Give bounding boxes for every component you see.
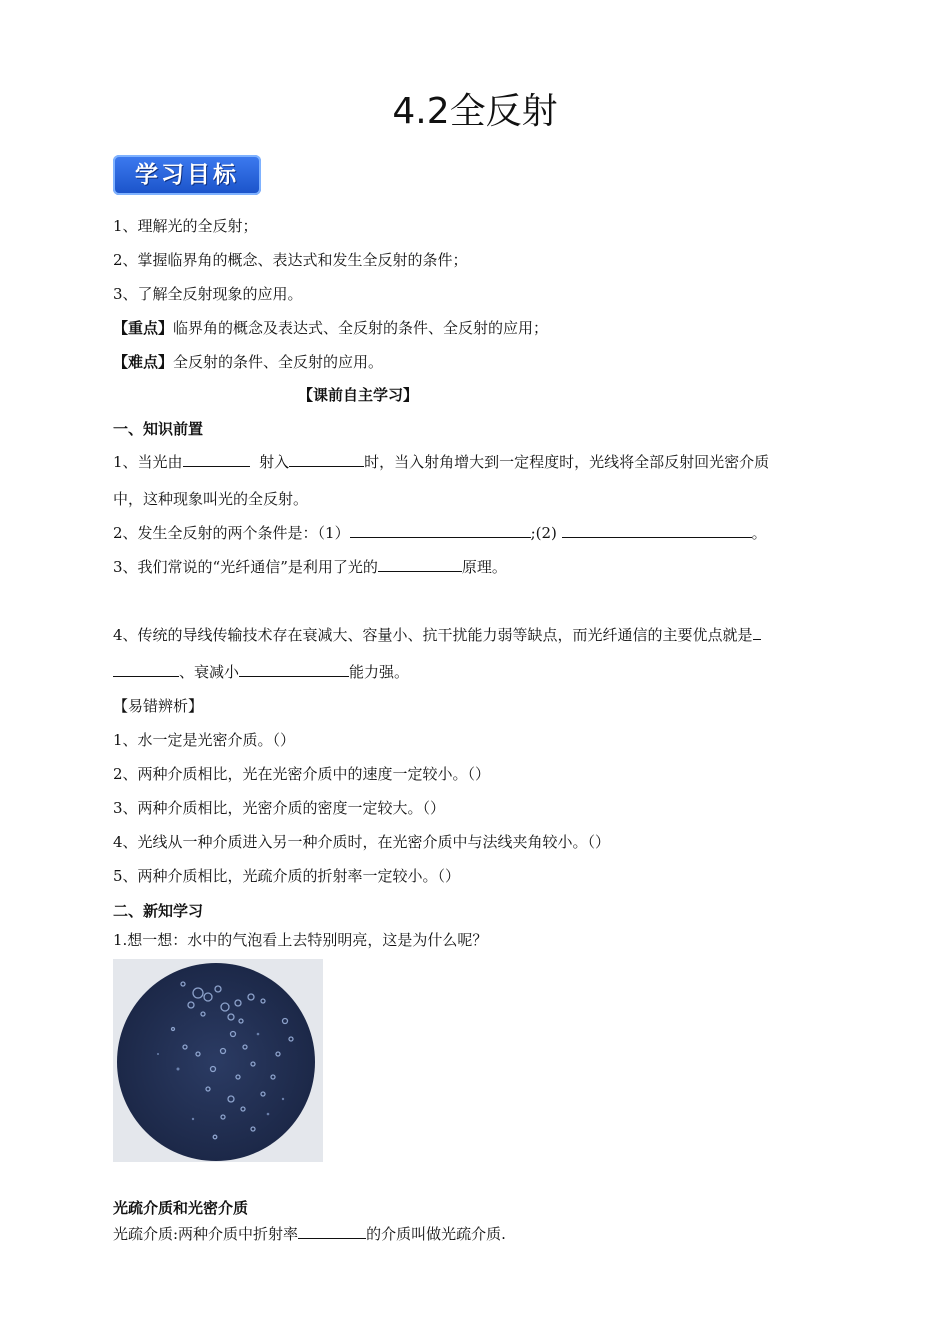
error-item-4: 4、光线从一种介质进入另一种介质时，在光密介质中与法线夹角较小。（） bbox=[113, 833, 611, 851]
def-text-b: 的介质叫做光疏介质. bbox=[366, 1225, 506, 1243]
pre-study-heading: 【课前自主学习】 bbox=[298, 386, 419, 404]
q2-text-c: 。 bbox=[751, 524, 767, 542]
q1-text-a: 1、当光由 bbox=[113, 453, 183, 471]
error-item-1: 1、水一定是光密介质。（） bbox=[113, 731, 296, 749]
objective-2: 2、掌握临界角的概念、表达式和发生全反射的条件； bbox=[113, 251, 468, 269]
question-4-line-2 bbox=[113, 662, 409, 682]
blank-6a bbox=[753, 625, 761, 640]
q3-text-a: 3、我们常说的“光纤通信”是利用了光的 bbox=[113, 558, 378, 576]
def-text-a: 光疏介质:两种介质中折射率 bbox=[113, 1225, 299, 1243]
question-1-line-2: 中，这种现象叫光的全反射。 bbox=[113, 490, 309, 508]
medium-subheading: 光疏介质和光密介质 bbox=[113, 1199, 249, 1217]
question-4-line-1 bbox=[113, 625, 761, 645]
error-item-5: 5、两种介质相比，光疏介质的折射率一定较小。（） bbox=[113, 867, 461, 885]
question-2 bbox=[113, 523, 767, 543]
blank-3 bbox=[350, 523, 531, 538]
q1-text-b: 射入 bbox=[259, 453, 290, 471]
sparse-medium-definition bbox=[113, 1224, 506, 1244]
q1-text-c: 时，当入射角增大到一定程度时，光线将全部反射回光密介质 bbox=[364, 453, 770, 471]
q4-text-a: 4、传统的导线传输技术存在衰减大、容量小、抗干扰能力弱等缺点，而光纤通信的主要优点就是 bbox=[113, 626, 753, 644]
question-3 bbox=[113, 557, 507, 577]
learning-objectives-badge bbox=[113, 155, 261, 195]
difficulty-text: 全反射的条件、全反射的应用。 bbox=[173, 353, 384, 371]
bubbles-in-water-image bbox=[113, 959, 323, 1162]
section-new-knowledge-heading: 二、新知学习 bbox=[113, 902, 204, 920]
q3-text-b: 原理。 bbox=[461, 558, 507, 576]
difficulty-line bbox=[113, 352, 383, 372]
key-point-text: 临界角的概念及表达式、全反射的条件、全反射的应用； bbox=[173, 319, 549, 337]
badge-label: 学习目标 bbox=[135, 162, 239, 188]
think-question: 1.想一想：水中的气泡看上去特别明亮，这是为什么呢？ bbox=[113, 931, 488, 949]
document-title: 4.2全反射 bbox=[392, 91, 558, 132]
q4-text-c: 能力强。 bbox=[349, 663, 410, 681]
blank-8 bbox=[298, 1224, 366, 1239]
q2-text-a: 2、发生全反射的两个条件是：（1） bbox=[113, 524, 350, 542]
blank-5 bbox=[378, 557, 462, 572]
question-1-line-1 bbox=[113, 452, 769, 472]
blank-2 bbox=[289, 452, 364, 467]
error-item-3: 3、两种介质相比，光密介质的密度一定较大。（） bbox=[113, 799, 446, 817]
blank-4 bbox=[562, 523, 752, 538]
difficulty-tag: 【难点】 bbox=[113, 353, 174, 371]
objective-3: 3、了解全反射现象的应用。 bbox=[113, 285, 303, 303]
section-knowledge-heading: 一、知识前置 bbox=[113, 420, 204, 438]
error-item-2: 2、两种介质相比，光在光密介质中的速度一定较小。（） bbox=[113, 765, 491, 783]
q2-text-b: ;(2) bbox=[530, 524, 562, 542]
blank-6b bbox=[113, 662, 179, 677]
key-point-tag: 【重点】 bbox=[113, 319, 174, 337]
q4-text-b: 、衰减小 bbox=[179, 663, 240, 681]
blank-7 bbox=[239, 662, 349, 677]
blank-1 bbox=[183, 452, 250, 467]
objective-1: 1、理解光的全反射； bbox=[113, 217, 258, 235]
key-point-line bbox=[113, 318, 548, 338]
error-analysis-heading: 【易错辨析】 bbox=[113, 697, 204, 715]
